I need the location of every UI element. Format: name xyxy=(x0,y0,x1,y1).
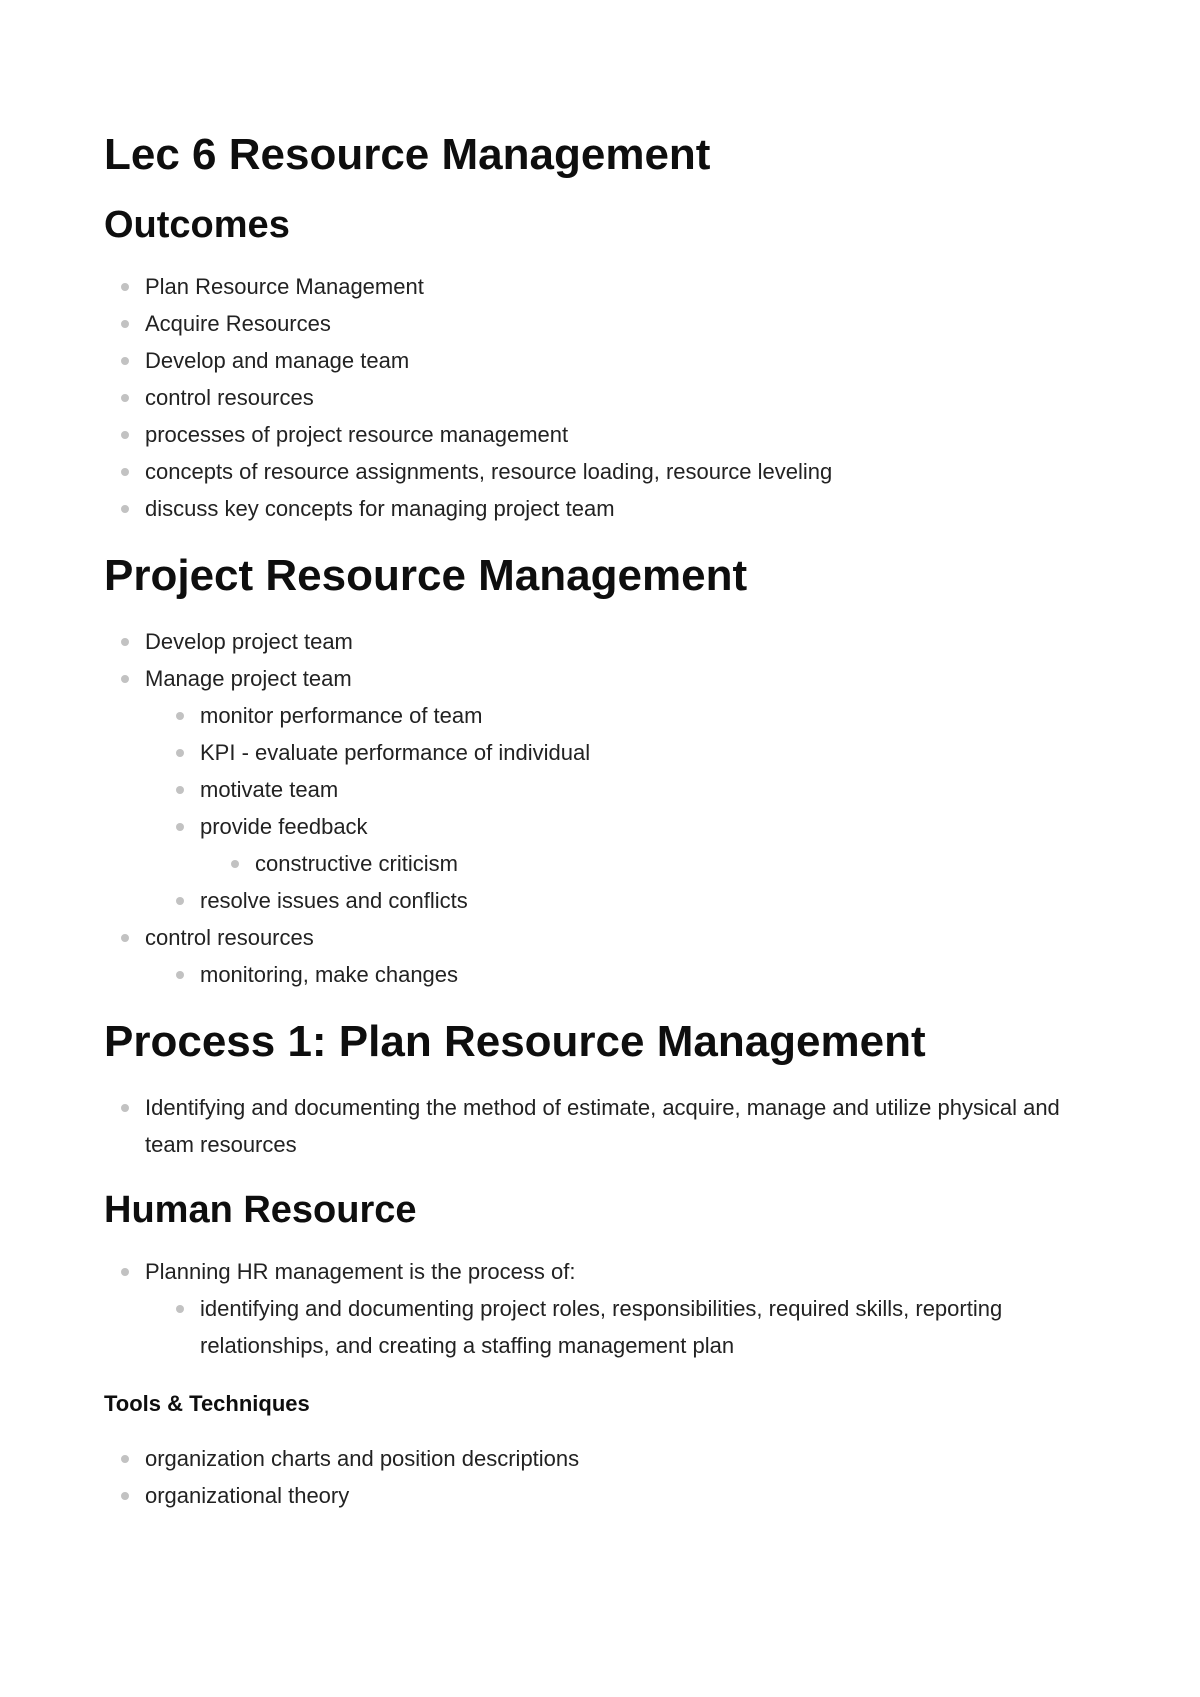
list-item-text: constructive criticism xyxy=(255,851,458,876)
list-item-text: organizational theory xyxy=(145,1483,350,1508)
list-item xyxy=(104,379,1096,416)
list-item xyxy=(104,623,1096,660)
list-item xyxy=(104,490,1096,527)
list-item-text: Develop project team xyxy=(145,629,353,654)
list-item-text: processes of project resource management xyxy=(145,422,569,447)
list-item xyxy=(104,453,1096,490)
project-resource-management-list xyxy=(104,623,1096,993)
list-item xyxy=(145,956,1096,993)
nested-list xyxy=(145,1290,1096,1364)
list-item xyxy=(104,416,1096,453)
process1-list xyxy=(104,1089,1096,1163)
list-item-text: Manage project team xyxy=(145,666,352,691)
list-item xyxy=(145,734,1096,771)
list-item-text: Planning HR management is the process of: xyxy=(145,1259,576,1284)
list-item xyxy=(104,305,1096,342)
list-item-text: identifying and documenting project roles, responsibilities, required skills, reporting relationships, and creating a staffing management plan xyxy=(200,1296,1003,1358)
tools-techniques-heading: Tools & Techniques xyxy=(104,1391,310,1416)
nested-list xyxy=(145,697,1096,919)
list-item xyxy=(200,845,1096,882)
tools-list xyxy=(104,1440,1096,1514)
list-item-text: monitoring, make changes xyxy=(200,962,459,987)
list-item-text: organization charts and position descriptions xyxy=(145,1446,580,1471)
outcomes-heading: Outcomes xyxy=(104,204,290,246)
list-item-text: KPI - evaluate performance of individual xyxy=(200,740,591,765)
list-item-text: Plan Resource Management xyxy=(145,274,424,299)
list-item-text: Develop and manage team xyxy=(145,348,410,373)
list-item xyxy=(145,1290,1096,1364)
list-item xyxy=(104,1089,1096,1163)
human-resource-heading: Human Resource xyxy=(104,1189,417,1231)
list-item xyxy=(104,660,1096,919)
list-item xyxy=(104,268,1096,305)
nested-list xyxy=(200,845,1096,882)
list-item xyxy=(104,342,1096,379)
list-item-text: resolve issues and conflicts xyxy=(200,888,468,913)
list-item-text: Identifying and documenting the method of estimate, acquire, manage and utilize physical and team resources xyxy=(145,1095,1060,1157)
list-item xyxy=(104,1253,1096,1364)
list-item-text: control resources xyxy=(145,925,314,950)
list-item-text: monitor performance of team xyxy=(200,703,483,728)
list-item xyxy=(104,1440,1096,1477)
list-item-text: provide feedback xyxy=(200,814,368,839)
human-resource-list xyxy=(104,1253,1096,1364)
list-item xyxy=(145,808,1096,882)
outcomes-list xyxy=(104,268,1096,527)
list-item-text: motivate team xyxy=(200,777,339,802)
project-resource-management-heading: Project Resource Management xyxy=(104,551,748,600)
list-item xyxy=(145,771,1096,808)
list-item-text: concepts of resource assignments, resource loading, resource leveling xyxy=(145,459,833,484)
list-item-text: control resources xyxy=(145,385,314,410)
list-item xyxy=(104,1477,1096,1514)
list-item xyxy=(104,919,1096,993)
list-item-text: Acquire Resources xyxy=(145,311,331,336)
list-item-text: discuss key concepts for managing project team xyxy=(145,496,615,521)
list-item xyxy=(145,697,1096,734)
list-item xyxy=(145,882,1096,919)
process1-heading: Process 1: Plan Resource Management xyxy=(104,1017,926,1066)
nested-list xyxy=(145,956,1096,993)
page-title: Lec 6 Resource Management xyxy=(104,130,711,179)
